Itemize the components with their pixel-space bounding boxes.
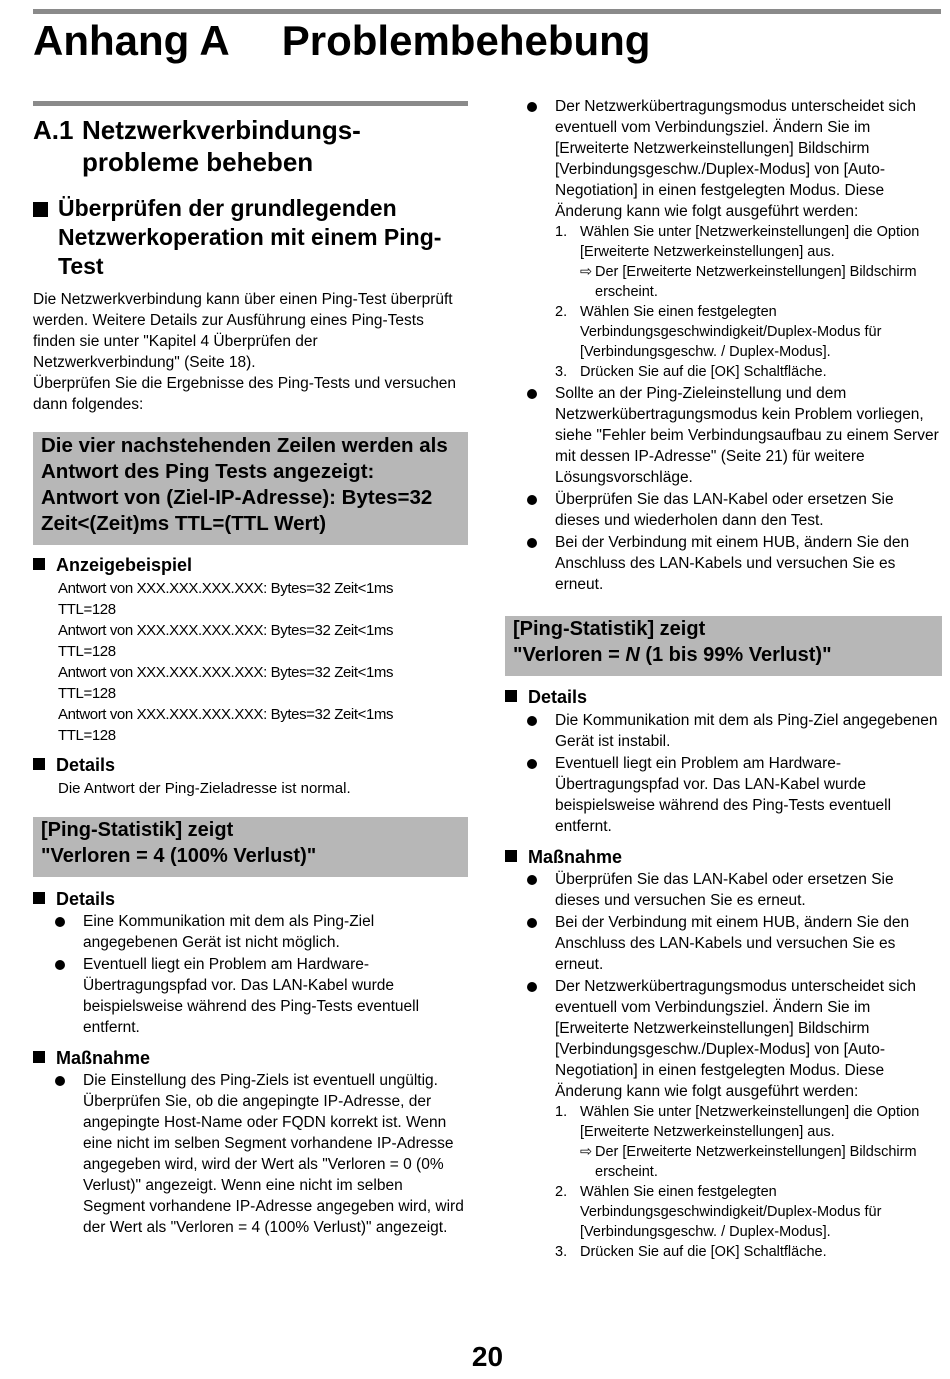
arrow-right-icon: ⇨ xyxy=(580,1144,593,1160)
details-heading xyxy=(33,754,115,776)
example-line: TTL=128 xyxy=(58,601,116,618)
step-number: 3. xyxy=(555,1244,568,1260)
square-bullet-icon xyxy=(33,558,45,570)
step-text: Drücken Sie auf die [OK] Schaltfläche. xyxy=(580,1244,827,1260)
square-bullet-icon xyxy=(33,1051,45,1063)
section-title-line2: probleme beheben xyxy=(82,147,314,177)
example-heading xyxy=(33,554,192,576)
step-number: 3. xyxy=(555,364,568,380)
example-line: TTL=128 xyxy=(58,643,116,660)
example-line: Antwort von XXX.XXX.XXX.XXX: Bytes=32 Zeit<1ms xyxy=(58,622,394,639)
measure-heading xyxy=(33,1047,150,1069)
details-text: Die Antwort der Ping-Zieladresse ist normal. xyxy=(58,780,351,797)
banner-line: "Verloren = 4 (100% Verlust)" xyxy=(41,845,317,867)
step-text: Wählen Sie unter [Netzwerkeinstellungen] die Option [Erweiterte Netzwerkeinstellungen] aus. xyxy=(580,1104,920,1140)
banner-line xyxy=(513,642,934,668)
list-item: Eventuell liegt ein Problem am Hardware-Übertragungspfad vor. Das LAN-Kabel wurde beispielsweise während des Ping-Tests eventuell entfernt. xyxy=(505,753,942,837)
step-item xyxy=(555,1182,942,1242)
step-item xyxy=(555,1102,942,1182)
ping-statistic-banner xyxy=(33,817,468,877)
square-bullet-icon xyxy=(505,850,517,862)
square-bullet-icon xyxy=(33,758,45,770)
intro-paragraph: Die Netzwerkverbindung kann über einen Ping-Test überprüft werden. Weitere Details zur Ausführung eines Ping-Tests finden sie unter "Kapitel 4 Überprüfen der Netzwerkverbindung" (Seite 18). xyxy=(33,291,453,371)
step-item xyxy=(555,1242,942,1262)
section-number: A.1 xyxy=(33,115,74,145)
step-text: Drücken Sie auf die [OK] Schaltfläche. xyxy=(580,364,827,380)
list-item: Die Kommunikation mit dem als Ping-Ziel angegebenen Gerät ist instabil. xyxy=(505,710,942,752)
ping-statistic-banner xyxy=(505,616,942,676)
measure-list xyxy=(33,1070,465,1239)
step-note-text: Der [Erweiterte Netzwerkeinstellungen] Bildschirm erscheint. xyxy=(595,264,917,300)
step-text: Wählen Sie einen festgelegten Verbindungsgeschwindigkeit/Duplex-Modus für [Verbindungsgeschw. / Duplex-Modus]. xyxy=(580,1184,882,1240)
square-bullet-icon xyxy=(33,892,45,904)
step-text: Wählen Sie unter [Netzwerkeinstellungen] die Option [Erweiterte Netzwerkeinstellungen] aus. xyxy=(580,224,920,260)
details-list xyxy=(33,911,468,1039)
measure-heading xyxy=(505,846,622,868)
steps-list xyxy=(555,222,942,382)
example-heading-text: Anzeigebeispiel xyxy=(56,555,193,575)
step-number: 2. xyxy=(555,1184,568,1200)
details-heading xyxy=(33,888,115,910)
list-item: Überprüfen Sie das LAN-Kabel oder ersetzen Sie dieses und versuchen Sie es erneut. xyxy=(505,869,942,911)
measure-heading-text: Maßnahme xyxy=(56,1048,151,1068)
step-note xyxy=(580,262,942,302)
section-heading xyxy=(33,114,361,178)
measure-heading-text: Maßnahme xyxy=(528,847,623,867)
list-item: Sollte an der Ping-Zieleinstellung und dem Netzwerkübertragungsmodus kein Problem vorliegen, siehe "Fehler beim Verbindungsaufbau zu einem Server mit dessen IP-Adresse" (Seite 21) für weitere Lösungsvorschläge. xyxy=(505,383,942,488)
banner-line: Zeit<(Zeit)ms TTL=(TTL Wert) xyxy=(41,512,327,535)
details-heading-text: Details xyxy=(56,755,116,775)
banner-line: [Ping-Statistik] zeigt xyxy=(513,618,706,640)
example-line: Antwort von XXX.XXX.XXX.XXX: Bytes=32 Zeit<1ms xyxy=(58,664,394,681)
section-rule xyxy=(33,101,468,106)
example-line: Antwort von XXX.XXX.XXX.XXX: Bytes=32 Zeit<1ms xyxy=(58,580,394,597)
ping-response-banner xyxy=(33,432,468,545)
page-title xyxy=(33,14,650,68)
banner-line: Antwort des Ping Tests angezeigt: xyxy=(41,460,375,483)
section-title-line1: Netzwerkverbindungs- xyxy=(82,115,361,145)
subsection-title: Überprüfen der grundlegenden Netzwerkoperation mit einem Ping-Test xyxy=(58,195,442,279)
steps-list xyxy=(555,1102,942,1262)
step-item xyxy=(555,222,942,302)
details-list xyxy=(505,710,942,838)
details-heading-text: Details xyxy=(56,889,116,909)
banner-text: (1 bis 99% Verlust)" xyxy=(639,644,832,666)
step-note xyxy=(580,1142,942,1182)
step-number: 1. xyxy=(555,1104,568,1120)
list-item-text: Der Netzwerkübertragungsmodus unterscheidet sich eventuell vom Verbindungsziel. Ändern Sie im [Erweiterte Netzwerkeinstellungen] Bildschirm [Verbindungsgeschw./Duplex-Modus] von [Auto-Negotiation] in einen festgelegten Modus. Diese Änderung kann wie folgt ausgeführt werden: xyxy=(555,98,916,220)
banner-line: Die vier nachstehenden Zeilen werden als xyxy=(41,434,448,457)
page-number: 20 xyxy=(471,1341,504,1372)
step-note-text: Der [Erweiterte Netzwerkeinstellungen] Bildschirm erscheint. xyxy=(595,1144,917,1180)
banner-text-italic: N xyxy=(625,644,640,666)
example-line: Antwort von XXX.XXX.XXX.XXX: Bytes=32 Zeit<1ms xyxy=(58,706,394,723)
right-list-top xyxy=(505,96,942,596)
example-line: TTL=128 xyxy=(58,727,116,744)
list-item: Überprüfen Sie das LAN-Kabel oder ersetzen Sie dieses und wiederholen dann den Test. xyxy=(505,489,942,531)
banner-line: Antwort von (Ziel-IP-Adresse): Bytes=32 xyxy=(41,486,433,509)
list-item: Die Einstellung des Ping-Ziels ist eventuell ungültig. Überprüfen Sie, ob die angepingte IP-Adresse, der angepingte Host-Name oder FQDN korrekt ist. Wenn eine nicht im selben Segment vorhandene IP-Adresse angegeben wird, wird der Wert als "Verloren = 0 (0% Verlust)" angezeigt. Wenn eine nicht im selben Segment vorhandene IP-Adresse angegeben wird, wird der Wert als "Verloren = 4 (100% Verlust)" angezeigt. xyxy=(33,1070,465,1238)
arrow-right-icon: ⇨ xyxy=(580,264,593,280)
list-item: Eine Kommunikation mit dem als Ping-Ziel angegebenen Gerät ist nicht möglich. xyxy=(33,911,468,953)
example-lines xyxy=(58,578,393,746)
measure-list xyxy=(505,869,942,1263)
intro-paragraph-2: Überprüfen Sie die Ergebnisse des Ping-Tests und versuchen dann folgendes: xyxy=(33,375,457,413)
step-text: Wählen Sie einen festgelegten Verbindungsgeschwindigkeit/Duplex-Modus für [Verbindungsgeschw. / Duplex-Modus]. xyxy=(580,304,882,360)
banner-line: [Ping-Statistik] zeigt xyxy=(41,819,234,841)
list-item: Bei der Verbindung mit einem HUB, ändern Sie den Anschluss des LAN-Kabels und versuchen Sie es erneut. xyxy=(505,532,942,595)
list-item xyxy=(505,976,942,1262)
example-line: TTL=128 xyxy=(58,685,116,702)
appendix-title: Problembehebung xyxy=(281,17,651,64)
appendix-label: Anhang A xyxy=(33,17,230,64)
step-item xyxy=(555,302,942,362)
list-item-text: Der Netzwerkübertragungsmodus unterscheidet sich eventuell vom Verbindungsziel. Ändern Sie im [Erweiterte Netzwerkeinstellungen] Bildschirm [Verbindungsgeschw./Duplex-Modus] von [Auto-Negotiation] in einen festgelegten Modus. Diese Änderung kann wie folgt ausgeführt werden: xyxy=(555,978,916,1100)
square-bullet-icon xyxy=(33,202,48,217)
list-item: Eventuell liegt ein Problem am Hardware-Übertragungspfad vor. Das LAN-Kabel wurde beispielsweise während des Ping-Tests eventuell entfernt. xyxy=(33,954,468,1038)
step-number: 1. xyxy=(555,224,568,240)
step-item xyxy=(555,362,942,382)
list-item: Bei der Verbindung mit einem HUB, ändern Sie den Anschluss des LAN-Kabels und versuchen Sie es erneut. xyxy=(505,912,942,975)
square-bullet-icon xyxy=(505,690,517,702)
list-item xyxy=(505,96,942,382)
step-number: 2. xyxy=(555,304,568,320)
details-heading-text: Details xyxy=(528,687,588,707)
subsection-heading xyxy=(33,194,473,281)
details-heading xyxy=(505,686,587,708)
banner-text: "Verloren = xyxy=(513,644,626,666)
